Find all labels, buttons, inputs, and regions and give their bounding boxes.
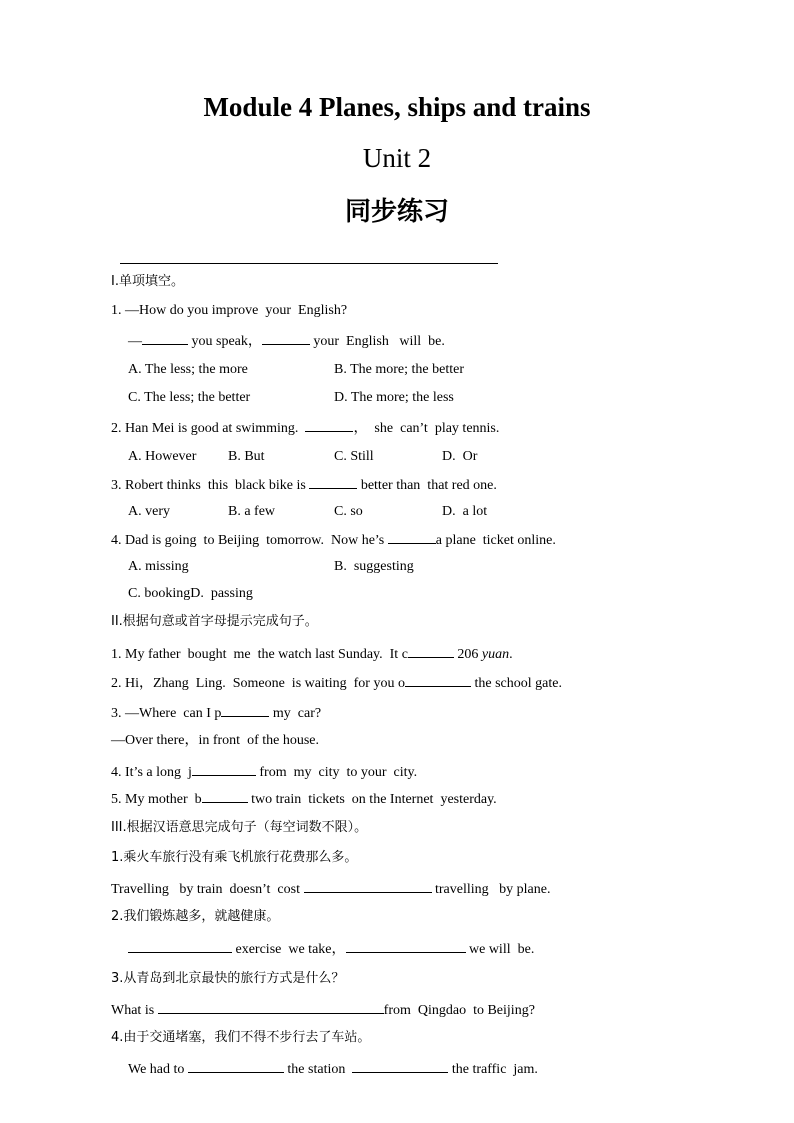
q2-stem: 2. Han Mei is good at swimming. ， she can’t play tennis. bbox=[111, 418, 499, 438]
q1-option-b: B. The more; the better bbox=[334, 362, 464, 377]
unit-label: Unit 2 bbox=[362, 143, 432, 173]
answer-blank[interactable] bbox=[408, 644, 454, 658]
s2-q2: 2. Hi，Zhang Ling. Someone is waiting for you o the school gate. bbox=[111, 673, 562, 693]
document-title: Module 4 Planes, ships and trains bbox=[203, 92, 591, 122]
s3-q2-chinese: 2.我们锻炼越多，就越健康。 bbox=[111, 909, 280, 924]
q3-stem: 3. Robert thinks this black bike is better than that red one. bbox=[111, 475, 497, 495]
s3-q2: exercise we take， we will be. bbox=[128, 939, 534, 959]
s2-q3: 3. —Where can I p my car? bbox=[111, 703, 321, 723]
answer-blank[interactable] bbox=[388, 530, 436, 544]
answer-blank[interactable] bbox=[221, 703, 269, 717]
answer-blank[interactable] bbox=[305, 418, 353, 432]
s2-q4: 4. It’s a long j from my city to your city. bbox=[111, 762, 417, 782]
q4-option-c: C. bookingD. passing bbox=[128, 586, 253, 601]
q2-option-a: A. However bbox=[128, 449, 197, 464]
q3-option-b: B. a few bbox=[228, 504, 276, 519]
q1-option-c: C. The less; the better bbox=[128, 390, 251, 405]
answer-blank[interactable] bbox=[405, 673, 471, 687]
s3-q3: What is from Qingdao to Beijing? bbox=[111, 1000, 535, 1020]
answer-blank[interactable] bbox=[202, 789, 248, 803]
answer-blank[interactable] bbox=[262, 331, 310, 345]
q1-option-a: A. The less; the more bbox=[128, 362, 248, 377]
q2-option-b: B. But bbox=[228, 449, 265, 464]
q2-option-c: C. Still bbox=[334, 449, 374, 464]
section2-heading: II.根据句意或首字母提示完成句子。 bbox=[111, 614, 318, 629]
s3-q1: Travelling by train doesn’t cost travelling by plane. bbox=[111, 879, 550, 899]
section3-heading: III.根据汉语意思完成句子（每空词数不限）。 bbox=[111, 820, 368, 835]
s3-q4: We had to the station the traffic jam. bbox=[128, 1059, 538, 1079]
s3-q1-chinese: 1.乘火车旅行没有乘飞机旅行花费那么多。 bbox=[111, 850, 358, 865]
answer-blank[interactable] bbox=[128, 939, 232, 953]
q3-option-d: D. a lot bbox=[442, 504, 488, 519]
s3-q4-chinese: 4.由于交通堵塞，我们不得不步行去了车站。 bbox=[111, 1030, 371, 1045]
answer-blank[interactable] bbox=[352, 1059, 448, 1073]
q1-line2: — you speak， your English will be. bbox=[128, 331, 445, 351]
q3-option-c: C. so bbox=[334, 504, 363, 519]
s2-q1: 1. My father bought me the watch last Sunday. It c 206 yuan. bbox=[111, 644, 513, 664]
answer-blank[interactable] bbox=[188, 1059, 284, 1073]
answer-blank[interactable] bbox=[304, 879, 432, 893]
s2-q5: 5. My mother b two train tickets on the Internet yesterday. bbox=[111, 789, 497, 809]
q4-stem: 4. Dad is going to Beijing tomorrow. Now he’s a plane ticket online. bbox=[111, 530, 556, 550]
answer-blank[interactable] bbox=[142, 331, 188, 345]
section1-heading: I.单项填空。 bbox=[111, 274, 184, 289]
q3-option-a: A. very bbox=[128, 504, 170, 519]
answer-blank[interactable] bbox=[158, 1000, 384, 1014]
s3-q3-chinese: 3.从青岛到北京最快的旅行方式是什么？ bbox=[111, 971, 345, 986]
q4-option-a: A. missing bbox=[128, 559, 189, 574]
document-subtitle: 同步练习 bbox=[344, 197, 449, 227]
q2-option-d: D. Or bbox=[442, 449, 478, 464]
header-divider bbox=[120, 263, 498, 264]
q1-option-d: D. The more; the less bbox=[334, 390, 454, 405]
answer-blank[interactable] bbox=[309, 475, 357, 489]
q1-stem: 1. —How do you improve your English? bbox=[111, 303, 348, 318]
q4-option-b: B. suggesting bbox=[334, 559, 414, 574]
s2-q3-answer: —Over there，in front of the house. bbox=[111, 733, 319, 748]
answer-blank[interactable] bbox=[192, 762, 256, 776]
answer-blank[interactable] bbox=[346, 939, 466, 953]
